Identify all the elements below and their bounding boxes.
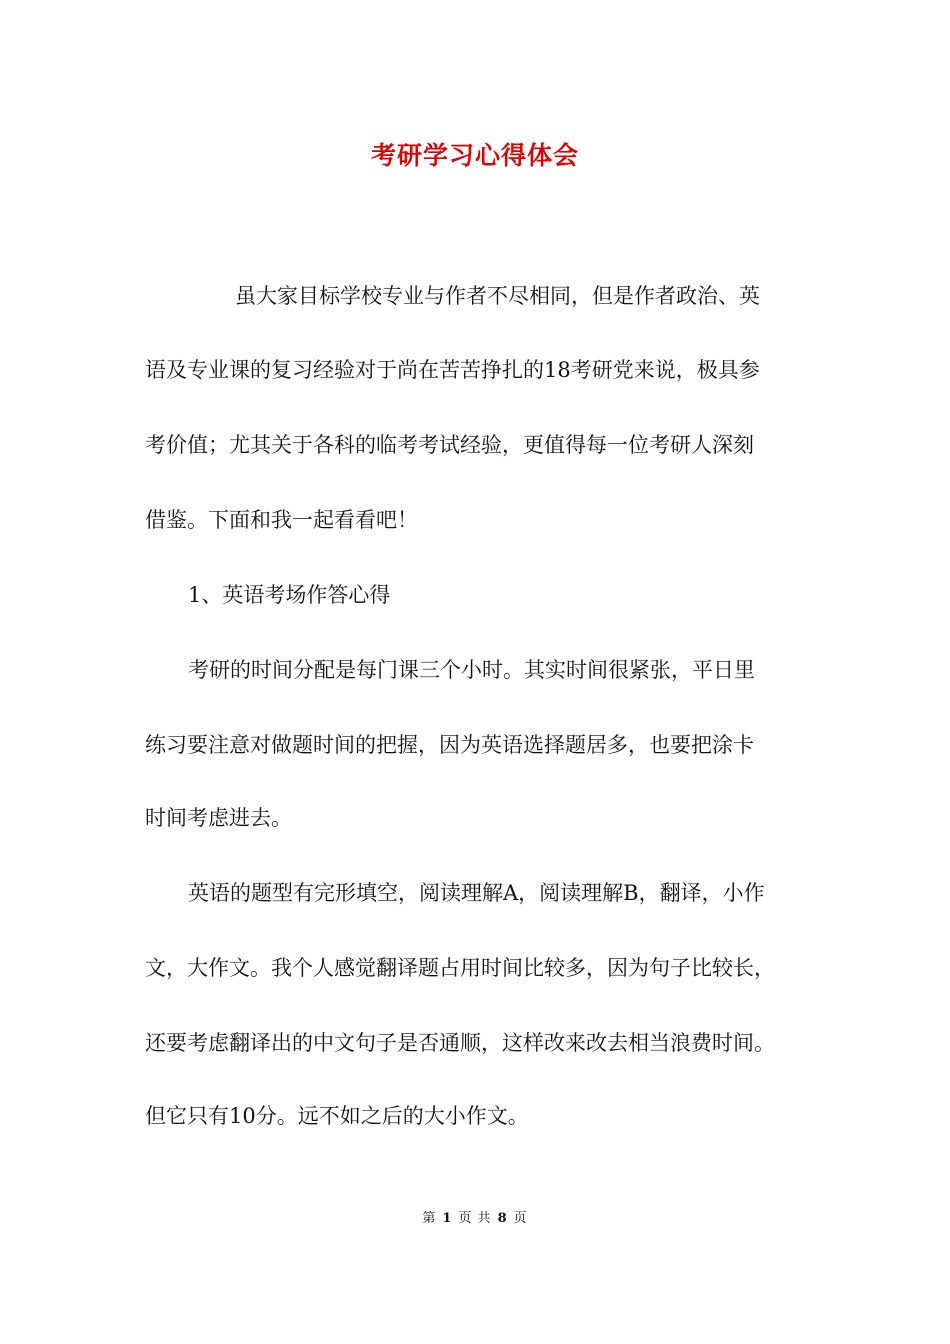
- paragraph-line-7: 时间考虑进去。: [145, 806, 292, 830]
- footer-mid: 页 共: [458, 1211, 492, 1226]
- footer-total-pages: 8: [497, 1211, 508, 1226]
- paragraph-line-4: 借鉴。下面和我一起看看吧！: [145, 508, 418, 532]
- paragraph-line-6: 练习要注意对做题时间的把握，因为英语选择题居多，也要把涂卡: [145, 733, 754, 757]
- paragraph-line-2: 语及专业课的复习经验对于尚在苦苦挣扎的18考研党来说，极具参: [145, 358, 760, 382]
- paragraph-line-11: 但它只有10分。远不如之后的大小作文。: [145, 1104, 529, 1128]
- paragraph-line-8: 英语的题型有完形填空，阅读理解A，阅读理解B，翻译，小作: [188, 881, 765, 905]
- footer-prefix: 第: [422, 1211, 437, 1226]
- paragraph-line-3: 考价值；尤其关于各科的临考考试经验，更值得每一位考研人深刻: [145, 433, 754, 457]
- paragraph-line-10: 还要考虑翻译出的中文句子是否通顺，这样改来改去相当浪费时间。: [145, 1031, 775, 1055]
- paragraph-line-9: 文，大作文。我个人感觉翻译题占用时间比较多，因为句子比较长，: [145, 956, 775, 980]
- section-heading-english: 1、英语考场作答心得: [188, 583, 391, 607]
- footer-current-page: 1: [442, 1211, 453, 1226]
- paragraph-line-1: 虽大家目标学校专业与作者不尽相同，但是作者政治、英: [235, 284, 760, 308]
- page-footer: [0, 1207, 950, 1226]
- document-title: 考研学习心得体会: [370, 141, 579, 170]
- paragraph-line-5: 考研的时间分配是每门课三个小时。其实时间很紧张，平日里: [188, 658, 755, 682]
- footer-suffix: 页: [513, 1211, 528, 1226]
